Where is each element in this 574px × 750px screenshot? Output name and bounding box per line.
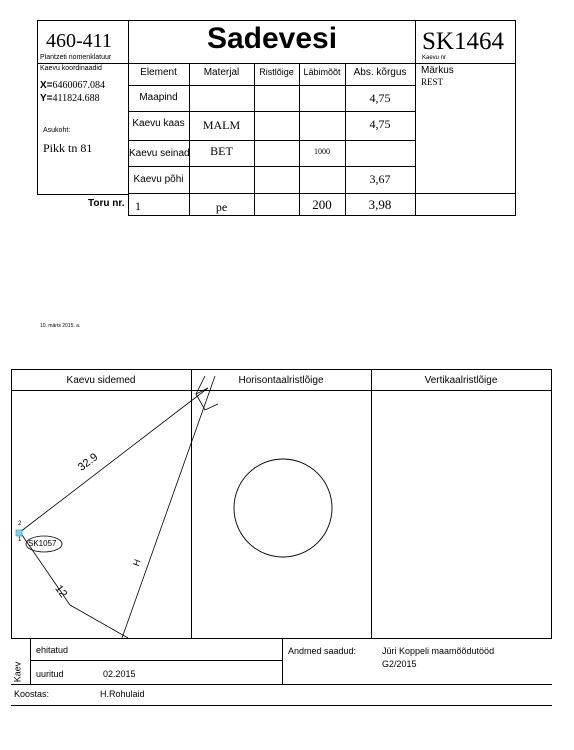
footer-author-label: Koostas: [14,689,50,699]
coords-caption: Kaevu koordinaadid [40,65,102,72]
panel-title-horizontal: Horisontaalristlõige [238,375,324,386]
footer-built-label: ehitatud [36,645,69,655]
connection-line [70,605,128,638]
coord-x-value: 6460067.084 [52,80,106,91]
footer-author-value: H.Rohulaid [100,689,145,699]
row-material: MALM [202,118,241,132]
panel-title-vertical: Vertikaalristlõige [424,375,498,386]
coord-y-label: Y= [40,93,53,104]
footer-source-value: Jüri Koppeli maamõõdutööd [382,646,495,656]
document-date: 10. märts 2015. a. [40,323,81,329]
well-id: SK1464 [422,28,504,55]
location-caption: Asukoht: [43,127,71,134]
row-height: 3,67 [369,172,391,186]
row-element: Kaevu põhi [133,174,184,185]
well-ref-label: SK1057 [28,539,57,548]
connection-line [20,388,208,532]
node-label-bottom: 1 [18,537,22,543]
col-header-note: Märkus [421,65,454,76]
footer-surveyed-label: uuritud [36,669,64,679]
location-value: Pikk tn 81 [43,141,93,155]
footer-source-code: G2/2015 [382,659,417,669]
col-header-section: Ristlõige [259,67,294,77]
row-element: Kaevu seinad [129,148,190,159]
sheet-caption: Plantzeti nomenklatuur [40,54,112,61]
coord-x-label: X= [40,80,53,91]
length-label-top: 32.9 [76,451,101,474]
row-element: Kaevu kaas [132,118,185,129]
col-header-diameter: Läbimõõt [303,67,341,77]
footer-surveyed-value: 02.2015 [103,669,136,679]
row-element: Maapind [139,92,178,103]
page-title: Sadevesi [206,22,338,55]
note-value: REST [421,77,444,87]
row-height: 4,75 [369,117,391,131]
pipe-number: 1 [135,199,141,213]
row-material: BET [210,144,233,158]
pipe-material: pe [215,200,228,214]
pipe-diameter: 200 [312,197,332,212]
coord-y-value: 411824.688 [52,93,100,104]
row-height: 4,75 [369,91,391,105]
sheet-number: 460-411 [46,30,112,52]
col-header-height: Abs. kõrgus [353,67,407,78]
row-diameter: 1000 [314,147,330,156]
pipe-height: 3,98 [368,197,392,212]
connection-line [122,376,215,638]
pipe-label: Toru nr. [88,198,125,209]
footer-vertical-label: Kaev [12,661,23,683]
panel-title-connections: Kaevu sidemed [66,375,136,386]
horizontal-section-circle [234,459,332,557]
node-marker [16,530,22,536]
col-header-material: Materjal [203,67,240,78]
line-letter-label: H [131,557,143,568]
col-header-element: Element [140,67,177,78]
length-label-bottom: 12 [52,583,70,600]
footer-source-label: Andmed saadud: [288,646,357,656]
well-caption: Kaevu nr [422,55,447,61]
node-label-top: 2 [18,521,22,527]
